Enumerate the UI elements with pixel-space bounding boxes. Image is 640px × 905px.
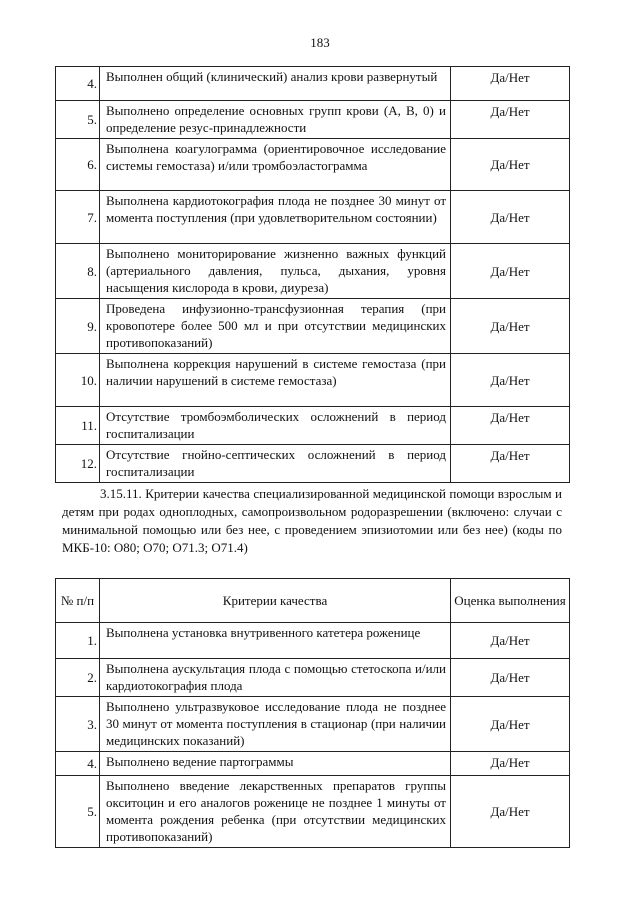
column-header-evaluation: Оценка выполнения bbox=[451, 579, 570, 623]
criterion-text: Отсутствие тромбоэмболических осложнений в период госпитализации bbox=[100, 407, 451, 445]
table-row bbox=[56, 354, 570, 407]
row-number: 6. bbox=[56, 139, 100, 191]
quality-criteria-table-continued bbox=[55, 66, 570, 483]
criterion-text: Выполнен общий (клинический) анализ крови развернутый bbox=[100, 67, 451, 101]
table-row bbox=[56, 445, 570, 483]
section-heading-paragraph: 3.15.11. Критерии качества специализированной медицинской помощи взрослым и детям при родах одноплодных, самопроизвольном родоразрешении (включено: случаи с минимальной помощью или без нее, с проведением эпизиотомии или без нее) (коды по МКБ-10: О80; О70; О71.3; О71.4) bbox=[62, 486, 562, 555]
evaluation-cell: Да/Нет bbox=[451, 299, 570, 354]
row-number: 4. bbox=[56, 752, 100, 776]
row-number: 4. bbox=[56, 67, 100, 101]
row-number: 8. bbox=[56, 244, 100, 299]
table-row bbox=[56, 407, 570, 445]
row-number: 5. bbox=[56, 101, 100, 139]
criterion-text: Выполнено определение основных групп крови (А, В, 0) и определение резус-принадлежности bbox=[100, 101, 451, 139]
table-row bbox=[56, 139, 570, 191]
table-row bbox=[56, 101, 570, 139]
column-header-criteria: Критерии качества bbox=[100, 579, 451, 623]
table-row bbox=[56, 67, 570, 101]
row-number: 10. bbox=[56, 354, 100, 407]
criterion-text: Выполнена коагулограмма (ориентировочное исследование системы гемостаза) и/или тромбоэластограмма bbox=[100, 139, 451, 191]
criterion-text: Выполнено ультразвуковое исследование плода не позднее 30 минут от момента поступления в стационар (при наличии медицинских показаний) bbox=[100, 697, 451, 752]
table-row bbox=[56, 623, 570, 659]
column-header-number: № п/п bbox=[56, 579, 100, 623]
evaluation-cell: Да/Нет bbox=[451, 623, 570, 659]
table-row bbox=[56, 776, 570, 848]
evaluation-cell: Да/Нет bbox=[451, 101, 570, 139]
row-number: 2. bbox=[56, 659, 100, 697]
table-row bbox=[56, 244, 570, 299]
evaluation-cell: Да/Нет bbox=[451, 354, 570, 407]
quality-criteria-table bbox=[55, 578, 570, 848]
criterion-text: Выполнена аускультация плода с помощью стетоскопа и/или кардиотокография плода bbox=[100, 659, 451, 697]
criterion-text: Отсутствие гнойно-септических осложнений в период госпитализации bbox=[100, 445, 451, 483]
row-number: 7. bbox=[56, 191, 100, 244]
evaluation-cell: Да/Нет bbox=[451, 244, 570, 299]
evaluation-cell: Да/Нет bbox=[451, 659, 570, 697]
criterion-text: Выполнено мониторирование жизненно важных функций (артериального давления, пульса, дыхания, уровня насыщения кислорода в крови, диуреза) bbox=[100, 244, 451, 299]
table-row bbox=[56, 752, 570, 776]
evaluation-cell: Да/Нет bbox=[451, 191, 570, 244]
evaluation-cell: Да/Нет bbox=[451, 697, 570, 752]
row-number: 1. bbox=[56, 623, 100, 659]
evaluation-cell: Да/Нет bbox=[451, 445, 570, 483]
table-header-row bbox=[56, 579, 570, 623]
table-row bbox=[56, 697, 570, 752]
row-number: 5. bbox=[56, 776, 100, 848]
criterion-text: Проведена инфузионно-трансфузионная терапия (при кровопотере более 500 мл и при отсутствии медицинских противопоказаний) bbox=[100, 299, 451, 354]
criterion-text: Выполнено введение лекарственных препаратов группы окситоцин и его аналогов роженице не позднее 1 минуты от момента рождения ребенка (при отсутствии медицинских противопоказаний) bbox=[100, 776, 451, 848]
evaluation-cell: Да/Нет bbox=[451, 407, 570, 445]
table-row bbox=[56, 299, 570, 354]
criterion-text: Выполнено ведение партограммы bbox=[100, 752, 451, 776]
row-number: 3. bbox=[56, 697, 100, 752]
row-number: 9. bbox=[56, 299, 100, 354]
criterion-text: Выполнена кардиотокография плода не позднее 30 минут от момента поступления (при удовлетворительном состоянии) bbox=[100, 191, 451, 244]
evaluation-cell: Да/Нет bbox=[451, 139, 570, 191]
criterion-text: Выполнена установка внутривенного катетера роженице bbox=[100, 623, 451, 659]
page-number: 183 bbox=[310, 35, 330, 50]
row-number: 12. bbox=[56, 445, 100, 483]
evaluation-cell: Да/Нет bbox=[451, 776, 570, 848]
table-row bbox=[56, 659, 570, 697]
criterion-text: Выполнена коррекция нарушений в системе гемостаза (при наличии нарушений в системе гемостаза) bbox=[100, 354, 451, 407]
evaluation-cell: Да/Нет bbox=[451, 67, 570, 101]
table-row bbox=[56, 191, 570, 244]
row-number: 11. bbox=[56, 407, 100, 445]
evaluation-cell: Да/Нет bbox=[451, 752, 570, 776]
